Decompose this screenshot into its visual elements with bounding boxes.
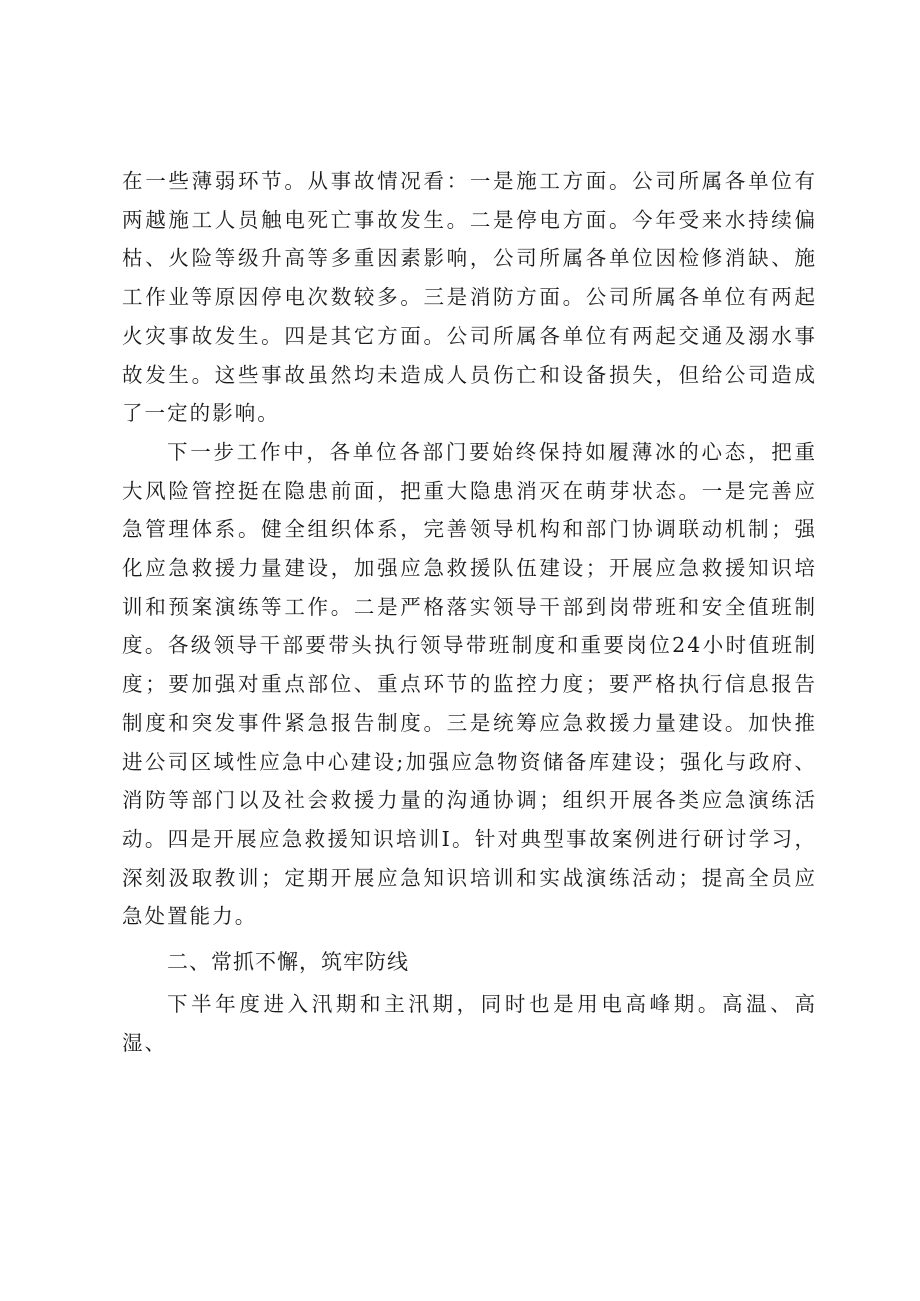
section-heading: 二、常抓不懈，筑牢防线 <box>167 950 409 975</box>
paragraph-flood-season: 下半年度进入汛期和主汛期，同时也是用电高峰期。高温、高湿、 <box>122 992 817 1055</box>
paragraph-next-steps: 下一步工作中，各单位各部门要始终保持如履薄冰的心态，把重大风险管控挺在隐患前面，把重大隐患消灭在萌芽状态。一是完善应急管理体系。健全组织体系，完善领导机构和部门协调联动机制；强化应急救援力量建设，加强应急救援队伍建设；开展应急救援知识培训和预案演练等工作。二是严格落实领导干部到岗带班和安全值班制度。各级领导干部要带头执行领导带班制度和重要岗位24小时值班制度；要加强对重点部位、重点环节的监控力度；要严格执行信息报告制度和突发事件紧急报告制度。三是统筹应急救援力量建设。加快推进公司区域性应急中心建设;加强应急物资储备库建设；强化与政府、消防等部门以及社会救援力量的沟通协调；组织开展各类应急演练活动。四是开展应急救援知识培训Ⅰ。针对典型事故案例进行研讨学习，深刻汲取教训；定期开展应急知识培训和实战演练活动；提高全员应急处置能力。 <box>122 439 817 929</box>
document-body <box>122 162 817 1062</box>
paragraph-accident-review: 在一些薄弱环节。从事故情况看：一是施工方面。公司所属各单位有两越施工人员触电死亡事故发生。二是停电方面。今年受来水持续偏枯、火险等级升高等多重因素影响，公司所属各单位因检修消缺、施工作业等原因停电次数较多。三是消防方面。公司所属各单位有两起火灾事故发生。四是其它方面。公司所属各单位有两起交通及溺水事故发生。这些事故虽然均未造成人员伤亡和设备损失，但给公司造成了一定的影响。 <box>122 169 817 426</box>
